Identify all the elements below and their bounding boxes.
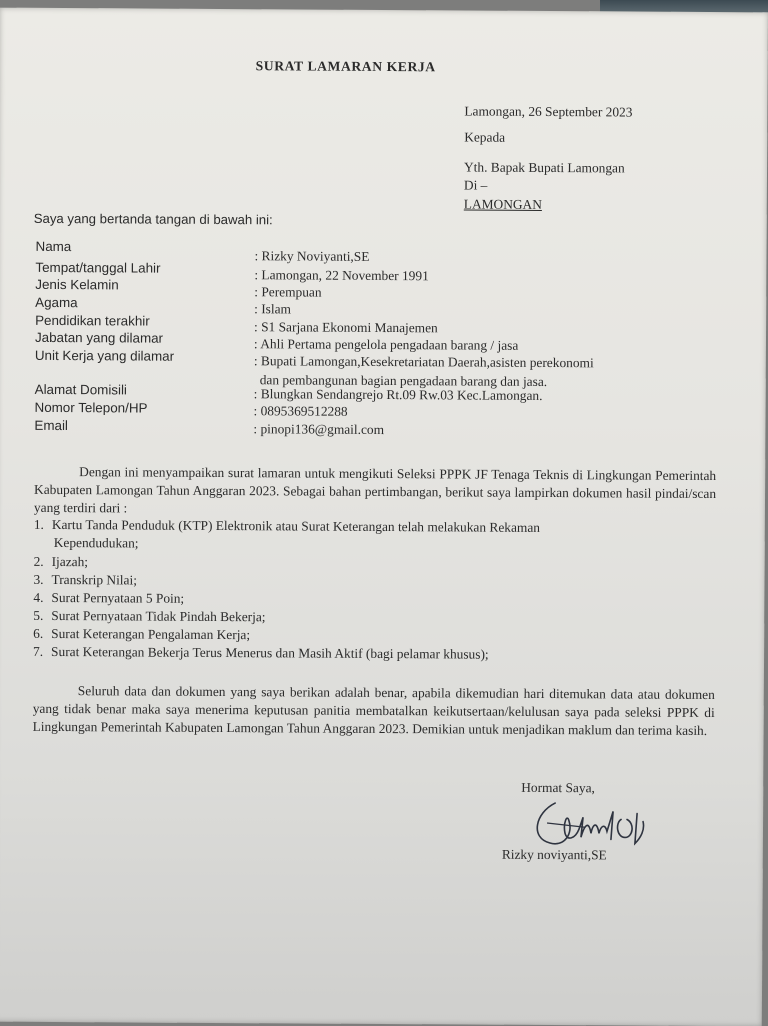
body-paragraph-2: Seluruh data dan dokumen yang saya berikan adalah benar, apabila dikemudian hari ditemukan data atau dokumen yang tidak benar maka saya menerima keputusan panitia membatalkan keikutsertaan/kelulusan saya pada seleksi PPPK di Lingkungan Pemerintah Kabupaten Lamongan Tahun Anggaran 2023. Demikian untuk menjadikan maklum dan terima kasih. (32, 683, 715, 738)
field-label: Jabatan yang dilamar (34, 329, 164, 346)
list-item: 7. Surat Keterangan Bekerja Terus Menerus dan Masih Aktif (bagi pelamar khusus); (33, 643, 489, 662)
field-label: Alamat Domisili (34, 381, 127, 398)
body-paragraph-1: Dengan ini menyampaikan surat lamaran untuk mengikuti Seleksi PPPK JF Tenaga Teknis di Lingkungan Pemerintah Kabupaten Lamongan Tahun Anggaran 2023. Sebagai bahan pertimbangan, berikut saya lampirkan dokumen hasil pindai/scan yang terdiri dari : (33, 464, 717, 516)
field-value: : Perempuan (254, 284, 322, 300)
field-value: : Islam (254, 301, 292, 317)
di-label: Di – (463, 177, 488, 193)
unit-continuation: dan pembangunan bagian pengadaan barang dan jasa. (259, 372, 548, 390)
field-value: : pinopi136@gmail.com (253, 421, 385, 438)
list-item: 4. Surat Pernyataan 5 Poin; (33, 589, 185, 606)
field-label: Pendidikan terakhir (35, 312, 150, 329)
list-item: 3. Transkrip Nilai; (33, 571, 137, 588)
list-item: 6. Surat Keterangan Pengalaman Kerja; (33, 625, 251, 643)
field-label: Email (34, 417, 68, 434)
letter-title: SURAT LAMARAN KERJA (255, 58, 436, 75)
field-label: Nomor Telepon/HP (34, 399, 148, 416)
addressee: Yth. Bapak Bupati Lamongan (463, 159, 625, 176)
signature-icon (525, 793, 655, 854)
list-item: 2. Ijazah; (33, 553, 89, 570)
field-label: Unit Kerja yang dilamar (34, 347, 175, 364)
field-value: : Blungkan Sendangrejo Rt.09 Rw.03 Kec.Lamongan. (253, 386, 543, 403)
list-item: 5. Surat Pernyataan Tidak Pindah Bekerja; (33, 607, 266, 625)
field-value: : Ahli Pertama pengelola pengadaan barang / jasa (253, 336, 519, 353)
intro-text: Saya yang bertanda tangan di bawah ini: (33, 210, 273, 228)
field-value: : 0895369512288 (253, 403, 348, 419)
field-label: Jenis Kelamin (35, 276, 119, 293)
date-line: Lamongan, 26 September 2023 (464, 103, 633, 120)
field-value: : Bupati Lamongan,Kesekretariatan Daerah,asisten perekonomi (253, 353, 594, 371)
field-label: Tempat/tanggal Lahir (35, 259, 161, 276)
list-item: Kependudukan; (53, 534, 139, 551)
letter-page (0, 8, 768, 1026)
field-value: : S1 Sarjana Ekonomi Manajemen (254, 319, 438, 336)
field-label: Nama (35, 238, 72, 255)
field-label: Agama (35, 294, 78, 311)
list-item: 1. Kartu Tanda Penduduk (KTP) Elektronik atau Surat Keterangan telah melakukan Rekaman (33, 516, 541, 535)
field-value: : Rizky Noviyanti,SE (254, 248, 370, 264)
signer-name: Rizky noviyanti,SE (501, 846, 607, 863)
closing: Hormat Saya, (521, 779, 595, 796)
to-label: Kepada (464, 129, 506, 145)
city: LAMONGAN (463, 196, 542, 212)
field-value: : Lamongan, 22 November 1991 (254, 267, 429, 284)
